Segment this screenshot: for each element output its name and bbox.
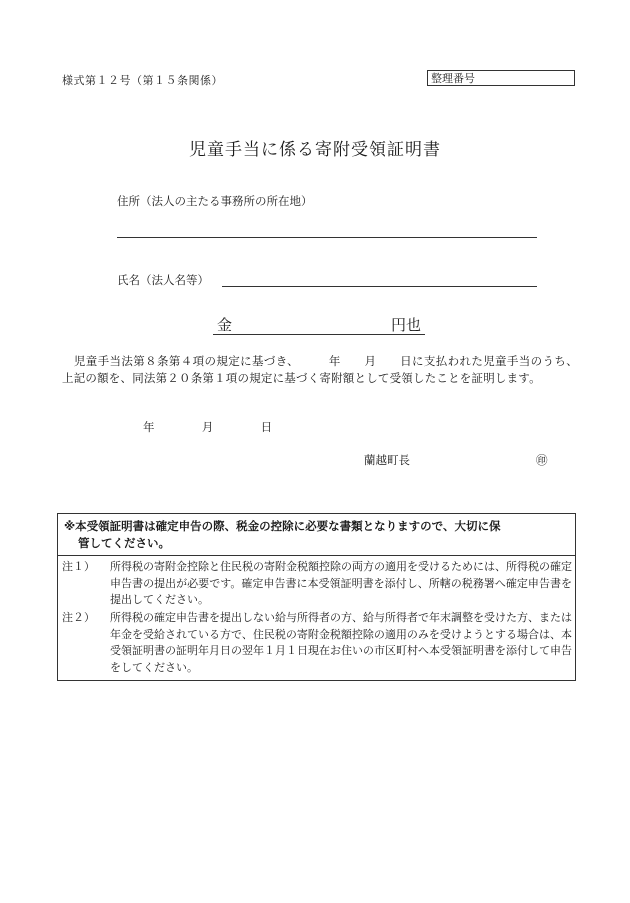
certification-text [62,353,578,386]
notice-box [57,513,576,681]
note-2-text: 所得税の確定申告書を提出しない給与所得者の方、給与所得者で年末調整を受けた方、または年金を受給されている方で、住民税の寄附金税額控除の適用のみを受けようとする場合は、本受領証明書の証明年月日の翌年１月１日現在お住いの市区町村へ本受領証明書を添付して申告をしてください。 [110,611,572,674]
seal-mark: ㊞ [536,453,548,467]
reference-number-box[interactable] [427,70,575,86]
name-input-line[interactable] [222,286,537,287]
address-input-line[interactable] [117,237,537,238]
notice-heading-line2: 管してください。 [78,536,170,550]
note-1-label: 注１） [62,560,95,573]
date-month: 月 [201,420,214,434]
issue-date [143,419,272,435]
note-1 [62,559,572,609]
address-label: 住所（法人の主たる事務所の所在地） [117,194,313,208]
document-title: 児童手当に係る寄附受領証明書 [189,140,441,160]
date-day: 日 [260,420,273,434]
note-2-label: 注２） [62,611,95,624]
form-number: 様式第１２号（第１５条関係） [62,74,223,87]
reference-number-label: 整理番号 [431,72,475,85]
name-label: 氏名（法人名等） [117,273,209,287]
issuer-title: 蘭越町長 [364,453,410,467]
notice-heading-line1: ※本受領証明書は確定申告の際、税金の控除に必要な書類となりますので、大切に保 [64,519,501,533]
amount-suffix: 円也 [390,316,421,334]
note-2 [62,610,572,676]
date-year: 年 [143,420,155,434]
note-1-text: 所得税の寄附金控除と住民税の寄附金税額控除の両方の適用を受けるためには、所得税の確定申告書の提出が必要です。確定申告書に本受領証明書を添付し、所轄の税務署へ確定申告書を提出してください。 [110,560,572,606]
certification-body: 児童手当法第８条第４項の規定に基づき、 年 月 日に支払われた児童手当のうち、上記の額を、同法第２０条第１項の規定に基づく寄附額として受領したことを証明します。 [62,354,578,385]
amount-prefix: 金 [217,316,233,334]
notice-heading [58,514,575,556]
amount-field[interactable] [213,314,425,335]
